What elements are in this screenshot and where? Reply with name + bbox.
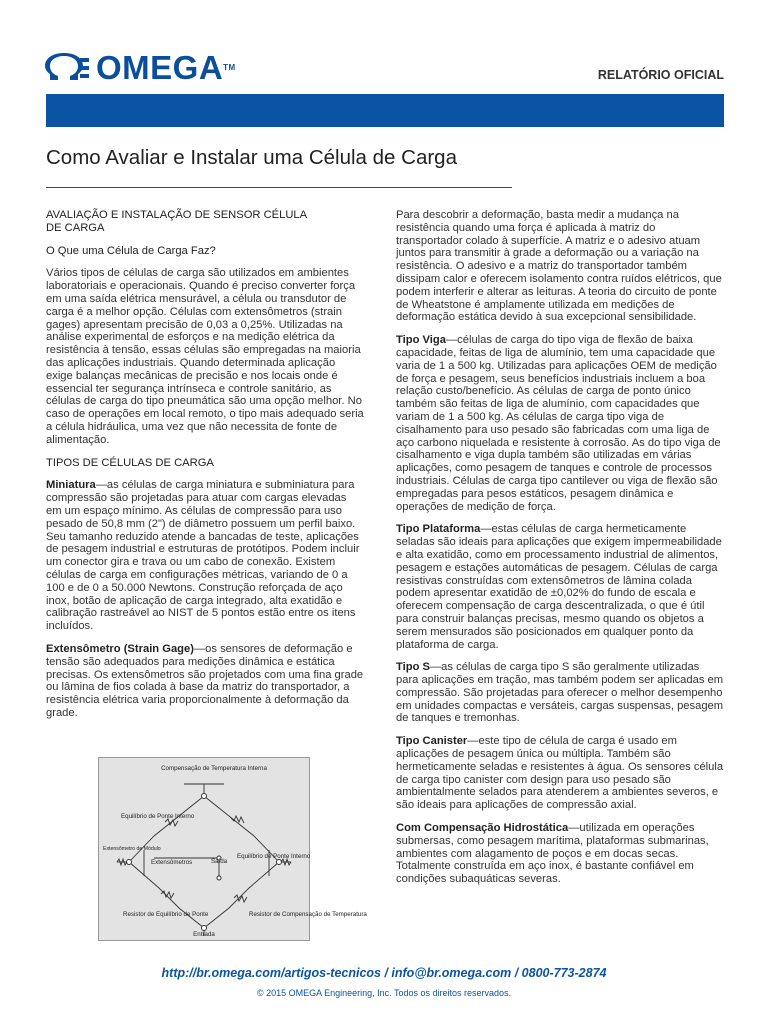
label-temp-comp: Compensação de Temperatura Interna	[161, 765, 267, 772]
plataforma-label: Tipo Plataforma	[396, 523, 481, 536]
intro-paragraph: Vários tipos de células de carga são utilizados em ambientes laboratoriais e operacionais. Quando é preciso converter força em uma saída elétrica mensurável, a célula ou transdutor de carga é a melhor opção. Células com extensômetros (strain gages) apresentam precisão de 0,03 a 0,25%. Utilizadas na análise experimental de esforços e na medição elétrica da resistência à tensão, essas células são empregadas na maioria das aplicações industriais. Quando determinada aplicação exige balanças mecânicas de precisão e nos locais onde é essencial ter segurança intrínseca e controle sanitário, as células de carga do tipo pneumática são uma opção melhor. No caso de operações em local remoto, o tipo mais adequado seria a célula hidráulica, uma vez que não necessita de fonte de alimentação.	[46, 267, 364, 446]
title-divider	[46, 187, 512, 188]
label-bridge-balance-right: Equilíbrio de Ponte Interno	[237, 853, 311, 860]
label-balance-resistor: Resistor de Equilíbrio de Ponte	[123, 911, 209, 918]
footer-copyright: © 2015 OMEGA Engineering, Inc. Todos os direitos reservados.	[256, 988, 512, 998]
canister-label: Tipo Canister	[396, 735, 468, 748]
question-heading: O Que uma Célula de Carga Faz?	[46, 244, 216, 257]
page-title: Como Avaliar e Instalar uma Célula de Carga	[46, 146, 457, 169]
canister-paragraph: Tipo Canister—este tipo de célula de carga é usado em aplicações de pesagem única ou múltipla. Também são hermeticamente seladas e resistentes à água. Os sensores célula de carga tipo canister com design para uso pesado são ambientalmente selados para atenderem a ambientes severos, e são ideais para aplicações de compressão axial.	[396, 735, 724, 812]
viga-label: Tipo Viga	[396, 334, 446, 347]
section-heading: AVALIAÇÃO E INSTALAÇÃO DE SENSOR CÉLULA DE CARGA	[46, 209, 307, 234]
tipo-s-label: Tipo S	[396, 661, 430, 674]
footer-contact-links[interactable]: http://br.omega.com/artigos-tecnicos / info@br.omega.com / 0800-773-2874	[161, 966, 607, 980]
extensometro-paragraph: Extensômetro (Strain Gage)—os sensores de deformação e tensão são adequados para medições dinâmica e estática precisas. Os extensômetros são projetados com uma fina grade ou lâmina de fios colada à base da matriz do transportador, a resistência elétrica varia proporcionalmente à deformação da grade.	[46, 642, 364, 719]
document-type-label: RELATÓRIO OFICIAL	[597, 68, 724, 82]
plataforma-paragraph: Tipo Plataforma—estas células de carga hermeticamente seladas são ideais para aplicações que exigem impermeabilidade e alta exatidão, como em processamento industrial de alimentos, pesagem e estações automáticas de pesagem. Células de carga resistivas construídas com extensômetros de lâmina colada podem apresentar exatidão de ±0,02% do fundo de escala e oferecem compensação de carga descentralizada, o que é útil para construir balanças precisas, mesmo quando os objetos a serem mensurados são posicionados em qualquer ponto da plataforma de carga.	[396, 523, 722, 651]
hidrostatica-label: Com Compensação Hidrostática	[396, 822, 569, 835]
left-column	[46, 209, 364, 730]
bridge-circuit-diagram	[98, 757, 367, 941]
omega-logo-icon	[46, 54, 90, 82]
right-column	[396, 209, 724, 896]
omega-logo	[46, 49, 236, 86]
label-bridge-balance-left: Equilíbrio de Ponte Interno	[121, 813, 195, 820]
label-temp-resistor: Resistor de Compensação de Temperatura	[249, 911, 367, 918]
types-heading: TIPOS DE CÉLULAS DE CARGA	[46, 456, 214, 469]
tipo-s-paragraph: Tipo S—as células de carga tipo S são geralmente utilizadas para aplicações em tração, mas também podem ser aplicadas em compressão. São projetadas para oferecer o melhor desempenho em unidades compactas e versáteis, cargas suspensas, pesagem de tanques e tremonhas.	[396, 661, 724, 725]
label-module-gage: Extensômetro de Módulo	[103, 846, 161, 852]
omega-logo-text: OMEGA™	[96, 49, 236, 86]
bridge-circuit-svg	[99, 758, 367, 940]
hidrostatica-paragraph: Com Compensação Hidrostática—utilizada em operações submersas, como pesagem marítima, plataformas submarinas, ambientes com alagamento de poços e em docas secas. Totalmente construída em aço inox, é bastante confiável em condições subaquáticas severas.	[396, 822, 709, 886]
deformation-paragraph: Para descobrir a deformação, basta medir a mudança na resistência quando uma força é aplicada à matriz do transportador colado à superfície. A matriz e o adesivo atuam juntos para transmitir à grade a deformação ou a variação na resistência. O adesivo e a matriz do transportador também dissipam calor e oferecem isolamento contra ruídos elétricos, que podem interferir e alterar as leituras. A teoria do circuito de ponte de Wheatstone é amplamente utilizada em medições de deformação estática devido à sua excepcional sensibilidade.	[396, 209, 722, 324]
header-banner	[46, 94, 724, 127]
label-entrada: Entrada	[193, 931, 215, 938]
viga-paragraph: Tipo Viga—células de carga do tipo viga de flexão de baixa capacidade, feitas de liga de alumínio, tem uma capacidade que varia de 1 a 500 kg. Utilizadas para aplicações OEM de medição de força e pesagem, seus benefícios industriais incluem a boa relação custo/benefício. As células de carga de ponto único também são feitas de liga de alumínio, com capacidades que variam de 1 a 500 kg. As células de carga tipo viga de cisalhamento para uso pesado são fabricadas com uma liga de aço carbono niquelada e resistente à corrosão. As do tipo viga de cisalhamento e viga dupla também são utilizadas em várias aplicações, como pesagem de tanques e controle de processos industriais. Células de carga tipo cantilever ou viga de flexão são empregadas para pesos estáticos, pesagem dinâmica e operações de medição de força.	[396, 334, 721, 513]
label-extensometros: Extensômetros	[151, 859, 193, 866]
miniatura-paragraph: Miniatura—as células de carga miniatura e subminiatura para compressão são projetadas para atuar com cargas elevadas em um espaço mínimo. As células de compressão para uso pesado de 50,8 mm (2") de diâmetro possuem um perfil baixo. Seu tamanho reduzido atende a bancadas de teste, aplicações de pesagem industrial e estruturas de protótipos. Podem incluir um conector gira e trava ou um cabo de conexão. Existem células de carga em configurações métricas, variando de 0 a 100 e de 0 a 50.000 Newtons. Construção reforçada de aço inox, botão de aplicação de carga integrado, alta exatidão e calibração rastreável ao NIST de 5 pontos estão entre os itens incluídos.	[46, 479, 360, 633]
miniatura-label: Miniatura	[46, 479, 96, 492]
extensometro-label: Extensômetro (Strain Gage)	[46, 642, 194, 655]
label-saida: Saída	[211, 858, 228, 865]
